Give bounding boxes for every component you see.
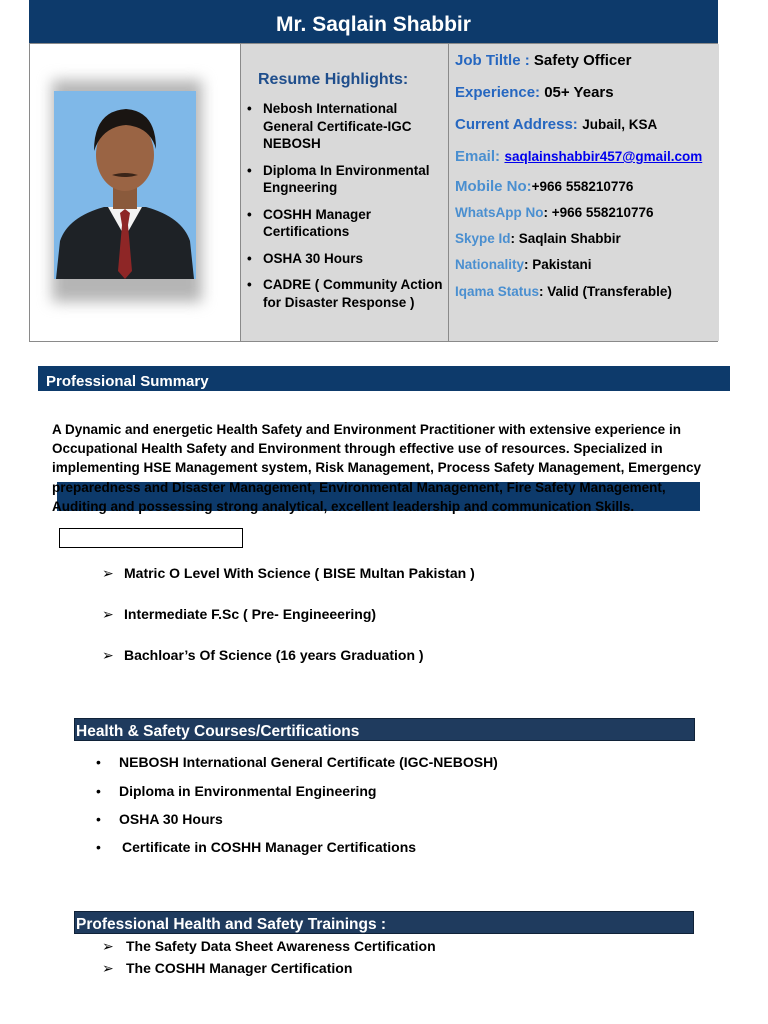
highlights-title: Resume Highlights: (258, 71, 409, 88)
highlight-item: • COSHH Manager Certifications (247, 206, 372, 239)
highlight-item: • Diploma In Environmental Engneering (247, 162, 430, 195)
job-title-label: Job Tiltle : (455, 52, 530, 69)
education-item: ➢ Intermediate F.Sc ( Pre- Engineeering) (102, 606, 377, 622)
job-title-row (455, 52, 631, 69)
nationality-label: Nationality (455, 257, 525, 272)
whatsapp-label: WhatsApp No (455, 205, 544, 220)
profile-photo (54, 91, 196, 279)
highlights-list (244, 100, 444, 320)
bullet-icon: • (96, 754, 101, 770)
whatsapp-row (455, 205, 653, 220)
mobile-label: Mobile No: (455, 178, 532, 195)
bullet-icon: • (247, 101, 252, 116)
arrow-bullet-icon: ➢ (102, 647, 114, 663)
mobile-row (455, 178, 633, 195)
bullet-icon: • (247, 162, 252, 178)
iqama-label: Iqama Status (455, 284, 540, 299)
resume-name-header: Mr. Saqlain Shabbir (29, 0, 718, 43)
arrow-bullet-icon: ➢ (102, 565, 114, 581)
nationality-row (455, 257, 592, 272)
course-item: • Certificate in COSHH Manager Certifications (96, 839, 417, 855)
address-row (455, 116, 657, 134)
iqama-value: : Valid (Transferable) (539, 284, 672, 299)
email-row (455, 148, 702, 166)
summary-section-header: Professional Summary (38, 366, 730, 391)
training-item: ➢ The Safety Data Sheet Awareness Certification (102, 938, 436, 954)
summary-text: A Dynamic and energetic Health Safety and Environment Practitioner with extensive experience in Occupational Health Safety and Environment through effective use of resources. Specialized in implementing HSE Management system, Risk Management, Process Safety Management, Emergency preparedness and Disaster Management, Environmental Management, Fire Safety Management, Auditing and possessing strong analytical, excellent leadership and communication Skills. (52, 422, 701, 514)
courses-section-header: Health & Safety Courses/Certifications (74, 718, 695, 741)
email-link[interactable]: saqlainshabbir457@gmail.com (504, 149, 703, 164)
skype-row (455, 231, 621, 246)
experience-row (455, 84, 614, 101)
address-value: Jubail, KSA (582, 117, 658, 132)
course-item: • NEBOSH International General Certificate (IGC-NEBOSH) (96, 754, 498, 770)
training-item: ➢ The COSHH Manager Certification (102, 960, 353, 976)
highlight-item: • Nebosh International General Certificate-IGC NEBOSH (247, 101, 412, 151)
iqama-row (455, 284, 672, 299)
bullet-icon: • (247, 250, 252, 266)
education-item: ➢ Bachloar’s Of Science (16 years Graduation ) (102, 647, 424, 663)
experience-label: Experience: (455, 84, 541, 101)
bullet-icon: • (96, 811, 101, 827)
whatsapp-value: : +966 558210776 (543, 205, 654, 220)
mobile-value: +966 558210776 (531, 179, 634, 194)
arrow-bullet-icon: ➢ (102, 606, 114, 622)
education-item: ➢ Matric O Level With Science ( BISE Multan Pakistan ) (102, 565, 475, 581)
arrow-bullet-icon: ➢ (102, 938, 114, 954)
skype-value: : Saqlain Shabbir (510, 231, 621, 246)
bullet-icon: • (247, 206, 252, 222)
nationality-value: : Pakistani (524, 257, 592, 272)
address-label: Current Address: (455, 116, 578, 133)
trainings-section-header: Professional Health and Safety Trainings : (74, 911, 694, 934)
arrow-bullet-icon: ➢ (102, 960, 114, 976)
bullet-icon: • (247, 277, 252, 292)
highlight-item: • CADRE ( Community Action for Disaster Response ) (247, 277, 443, 310)
bullet-icon: • (96, 783, 101, 799)
course-item: • OSHA 30 Hours (96, 811, 223, 827)
skype-label: Skype Id (455, 231, 511, 246)
email-label: Email: (455, 148, 501, 165)
highlight-item: • OSHA 30 Hours (247, 250, 364, 266)
experience-value: 05+ Years (544, 84, 614, 101)
job-title-value: Safety Officer (533, 52, 632, 69)
person-portrait-icon (54, 91, 196, 279)
bullet-icon: • (96, 839, 101, 855)
course-item: • Diploma in Environmental Engineering (96, 783, 377, 799)
empty-heading-box (59, 528, 243, 548)
